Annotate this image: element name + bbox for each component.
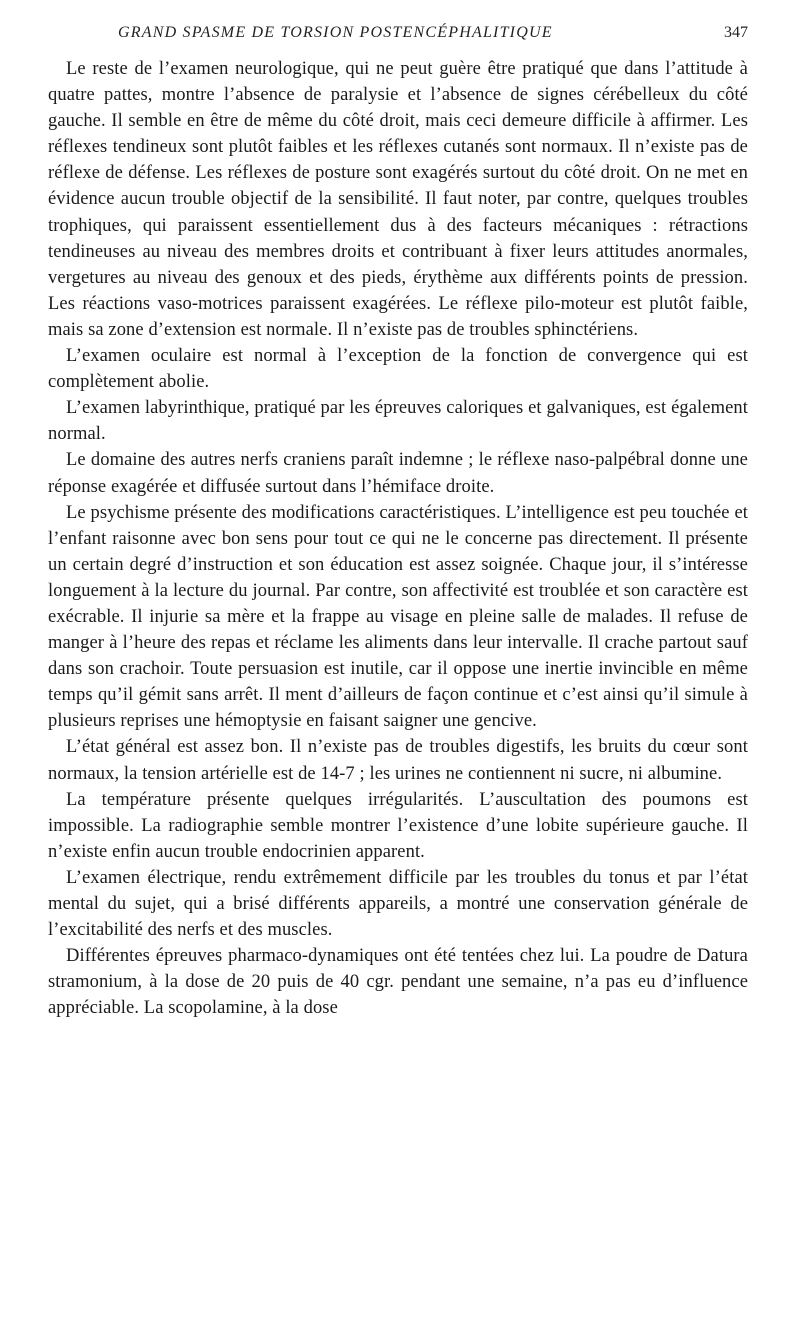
running-title: GRAND SPASME DE TORSION POSTENCÉPHALITIQUE: [118, 24, 553, 41]
page-number: 347: [724, 24, 748, 41]
paragraph-pharmaco-tests: Différentes épreuves pharmaco-dynamiques ont été tentées chez lui. La poudre de Datura stramonium, à la dose de 20 puis de 40 cgr. pendant une semaine, n’a pas eu d’influence appréciable. La scopolamine, à la dose: [48, 946, 748, 1019]
paragraph-electrical-exam: L’examen électrique, rendu extrêmement difficile par les troubles du tonus et par l’état mental du sujet, qui a brisé différents appareils, a montré une conservation générale de l’excitabilité des nerfs et des muscles.: [48, 867, 748, 941]
paragraph-ocular-exam: L’examen oculaire est normal à l’exception de la fonction de convergence qui est complètement abolie.: [48, 346, 748, 393]
paragraph-psychism: Le psychisme présente des modifications caractéristiques. L’intelligence est peu touchée et l’enfant raisonne avec bon sens pour tout ce qui ne le concerne pas directement. Il présente un certain degré d’instruction et son éducation est assez soignée. Chaque jour, il s’intéresse longuement à la lecture du journal. Par contre, son affectivité est troublée et son caractère est exécrable. Il injurie sa mère et la frappe au visage en pleine salle de malades. Il refuse de manger à l’heure des repas et réclame les aliments dans leur intervalle. Il crache partout sauf dans son crachoir. Toute persuasion est inutile, car il oppose une inertie invincible en même temps qu’il gémit sans arrêt. Il ment d’ailleurs de façon continue et c’est ainsi qu’il simule à plusieurs reprises une hémoptysie en faisant saigner une gencive.: [48, 502, 748, 732]
paragraph-temperature: La température présente quelques irrégularités. L’auscultation des poumons est impossible. La radiographie semble montrer l’existence d’une lobite supérieure gauche. Il n’existe enfin aucun trouble endocrinien apparent.: [48, 789, 748, 862]
paragraph-cranial-nerves: Le domaine des autres nerfs craniens paraît indemne ; le réflexe naso-palpébral donne une réponse exagérée et diffusée surtout dans l’hémiface droite.: [48, 450, 748, 497]
paragraph-general-state: L’état général est assez bon. Il n’existe pas de troubles digestifs, les bruits du cœur sont normaux, la tension artérielle est de 14-7 ; les urines ne contiennent ni sucre, ni albumine.: [48, 737, 748, 784]
paragraph-neurological-exam: Le reste de l’examen neurologique, qui ne peut guère être pratiqué que dans l’attitude à quatre pattes, montre l’absence de paralysie et l’absence de signes cérébelleux du côté gauche. Il semble en être de même du côté droit, mais ceci demeure difficile à affirmer. Les réflexes tendineux sont plutôt faibles et les réflexes cutanés sont normaux. Il n’existe pas de réflexe de défense. Les réflexes de posture sont exagérés surtout du côté droit. On ne met en évidence aucun trouble objectif de la sensibilité. Il faut noter, par contre, quelques troubles trophiques, qui paraissent essentiellement dus à des facteurs mécaniques : rétractions tendineuses au niveau des membres droits et contribuant à fixer leurs attitudes anormales, vergetures au niveau des genoux et des pieds, érythème aux différents points de pression. Les réactions vaso-motrices paraissent exagérées. Le réflexe pilo-moteur est plutôt faible, mais sa zone d’extension est normale. Il n’existe pas de troubles sphinctériens.: [48, 59, 748, 340]
running-head: [118, 24, 748, 42]
body-text: [48, 56, 748, 1021]
paragraph-labyrinth-exam: L’examen labyrinthique, pratiqué par les épreuves caloriques et galvaniques, est également normal.: [48, 398, 748, 445]
